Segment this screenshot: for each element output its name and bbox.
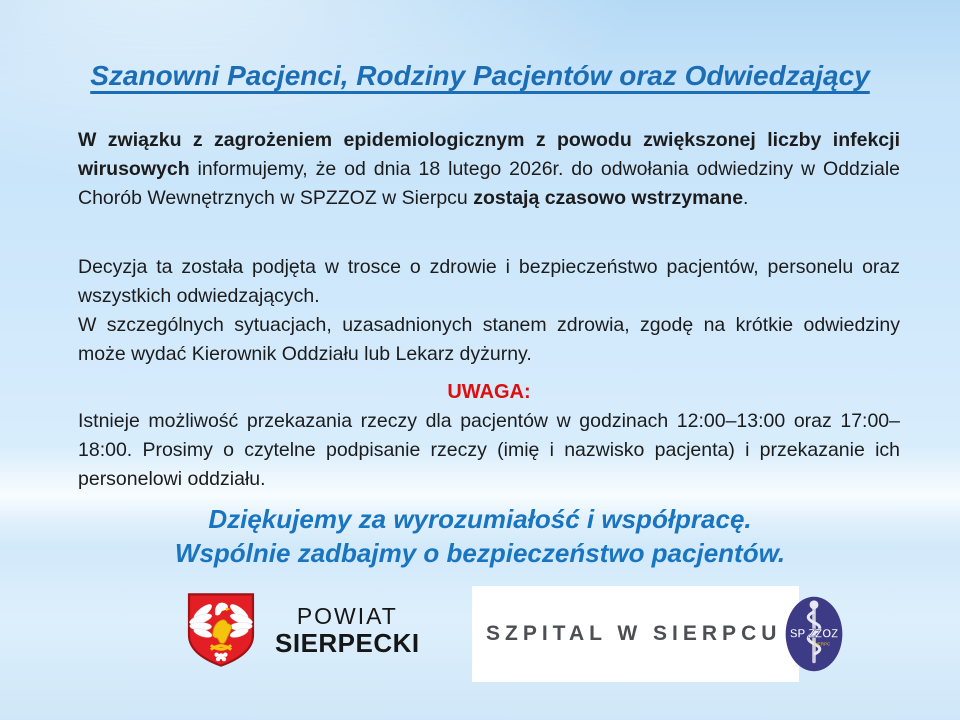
badge-sub-text: SIERPC xyxy=(814,641,831,647)
intro-period: . xyxy=(743,187,749,209)
notice-heading: UWAGA: xyxy=(447,381,531,403)
closing-line-2: Wspólnie zadbajmy o bezpieczeństwo pacjentów. xyxy=(174,538,786,568)
asclepius-badge-icon xyxy=(783,592,845,676)
intro-bold-tail: zostają czasowo wstrzymane xyxy=(473,187,744,209)
intro-paragraph xyxy=(78,126,900,213)
badge-text: SP ZZOZ xyxy=(790,628,839,641)
notice-paragraph: Istnieje możliwość przekazania rzeczy dla pacjentów w godzinach 12:00–13:00 oraz 17:00–18:00. Prosimy o czytelne podpisanie rzeczy (imię i nazwisko pacjenta) i przekazanie ich personelowi oddziału. xyxy=(78,410,900,490)
county-logo-text xyxy=(275,603,420,657)
decision-paragraph xyxy=(78,253,900,369)
county-name-line-1: POWIAT xyxy=(296,603,398,629)
decision-sentence-2: W szczególnych sytuacjach, uzasadnionych stanem zdrowia, zgodę na krótkie odwiedziny może wydać Kierownik Oddziału lub Lekarz dyżurny. xyxy=(78,314,900,365)
county-name-line-2: SIERPECKI xyxy=(275,628,420,658)
decision-sentence-1: Decyzja ta została podjęta w trosce o zdrowie i bezpieczeństwo pacjentów, personelu oraz wszystkich odwiedzających. xyxy=(78,256,900,307)
intro-bold-lead: W związku z zagrożeniem epidemiologicznym z powodu zwiększonej liczby infekcji wirusowych xyxy=(78,129,900,180)
closing-message xyxy=(0,502,960,570)
hospital-name-text: SZPITAL W SIERPCU xyxy=(486,622,782,645)
closing-line-1: Dziękujemy za wyrozumiałość i współpracę. xyxy=(208,504,752,534)
szpital-w-sierpcu-logo xyxy=(472,586,839,682)
powiat-sierpecki-logo xyxy=(183,590,420,670)
page-title xyxy=(0,60,960,92)
page-title-text: Szanowni Pacjenci, Rodziny Pacjentów oraz Odwiedzający xyxy=(90,60,870,91)
coat-of-arms-icon xyxy=(183,590,259,670)
intro-body-text: informujemy, że od dnia 18 lutego 2026r. do odwołania odwiedziny w Oddziale Chorób Wewnętrznych w SPZZOZ w Sierpcu xyxy=(78,158,900,209)
